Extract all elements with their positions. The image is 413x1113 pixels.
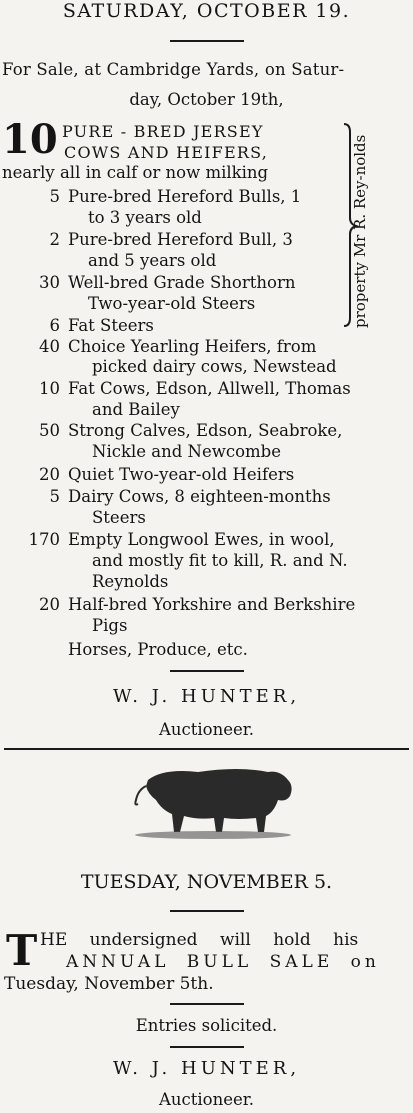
ad1-intro-line2: day, October 19th, <box>129 90 284 109</box>
section-divider <box>4 748 409 750</box>
divider <box>170 670 244 672</box>
item-qty: 2 <box>49 230 60 249</box>
ad1-extra: Horses, Produce, etc. <box>68 640 248 659</box>
ad2-entries: Entries solicited. <box>135 1016 278 1035</box>
side-note: property Mr R. Rey-nolds <box>351 134 369 328</box>
drop-cap: T <box>6 926 38 975</box>
divider <box>170 1046 244 1048</box>
item-qty: 5 <box>49 187 60 206</box>
item-line: Strong Calves, Edson, Seabroke, <box>68 421 343 440</box>
item-line: and mostly fit to kill, R. and N. <box>92 551 348 570</box>
item-line: and Bailey <box>92 400 180 419</box>
ad2-line3: Tuesday, November 5th. <box>4 974 214 994</box>
item-line: to 3 years old <box>88 208 202 227</box>
item-qty: 6 <box>49 316 60 335</box>
ad2-line1: HE undersigned will hold his <box>40 930 359 950</box>
ad1-lead-line1: PURE - BRED JERSEY <box>62 122 264 141</box>
ad2-auctioneer-title: Auctioneer. <box>158 1090 255 1109</box>
item-qty: 5 <box>49 487 60 506</box>
item-qty: 170 <box>28 530 60 549</box>
item-line: Pure-bred Hereford Bulls, 1 <box>68 187 302 206</box>
divider <box>170 1003 244 1005</box>
item-line: Nickle and Newcombe <box>92 442 281 461</box>
item-line: picked dairy cows, Newstead <box>92 357 337 376</box>
item-line: Choice Yearling Heifers, from <box>68 337 317 356</box>
item-line: Two-year-old Steers <box>88 294 256 313</box>
bull-image <box>128 760 298 842</box>
item-line: Quiet Two-year-old Heifers <box>68 465 295 484</box>
ad1-auctioneer-name: W. J. HUNTER, <box>112 686 301 707</box>
item-line: Fat Cows, Edson, Allwell, Thomas <box>68 379 351 398</box>
ad1-lead-line3: nearly all in calf or now milking <box>2 163 269 182</box>
item-line: Pigs <box>92 616 128 635</box>
divider <box>170 40 244 42</box>
item-line: Dairy Cows, 8 eighteen-months <box>68 487 331 506</box>
ad2-date-heading: TUESDAY, NOVEMBER 5. <box>80 871 333 893</box>
item-qty: 20 <box>39 465 60 484</box>
ad1-lead-qty: 10 <box>2 116 58 163</box>
divider <box>170 910 244 912</box>
ad1-intro-line1: For Sale, at Cambridge Yards, on Satur- <box>2 60 345 79</box>
item-line: Half-bred Yorkshire and Berkshire <box>68 595 356 614</box>
item-qty: 20 <box>39 595 60 614</box>
item-line: Reynolds <box>92 572 169 591</box>
item-line: and 5 years old <box>88 251 217 270</box>
item-line: Fat Steers <box>68 316 154 335</box>
item-line: Steers <box>92 508 146 527</box>
item-line: Empty Longwool Ewes, in wool, <box>68 530 335 549</box>
ad1-date-heading: SATURDAY, OCTOBER 19. <box>62 0 351 22</box>
ad2-line2: ANNUAL BULL SALE on <box>66 952 380 972</box>
ad1-auctioneer-title: Auctioneer. <box>158 720 255 739</box>
item-line: Pure-bred Hereford Bull, 3 <box>68 230 293 249</box>
item-qty: 10 <box>39 379 60 398</box>
item-qty: 50 <box>39 421 60 440</box>
ad2-auctioneer-name: W. J. HUNTER, <box>112 1058 301 1079</box>
item-qty: 40 <box>39 337 60 356</box>
item-qty: 30 <box>39 273 60 292</box>
ad1-lead-line2: COWS AND HEIFERS, <box>64 143 268 162</box>
item-line: Well-bred Grade Shorthorn <box>68 273 296 292</box>
